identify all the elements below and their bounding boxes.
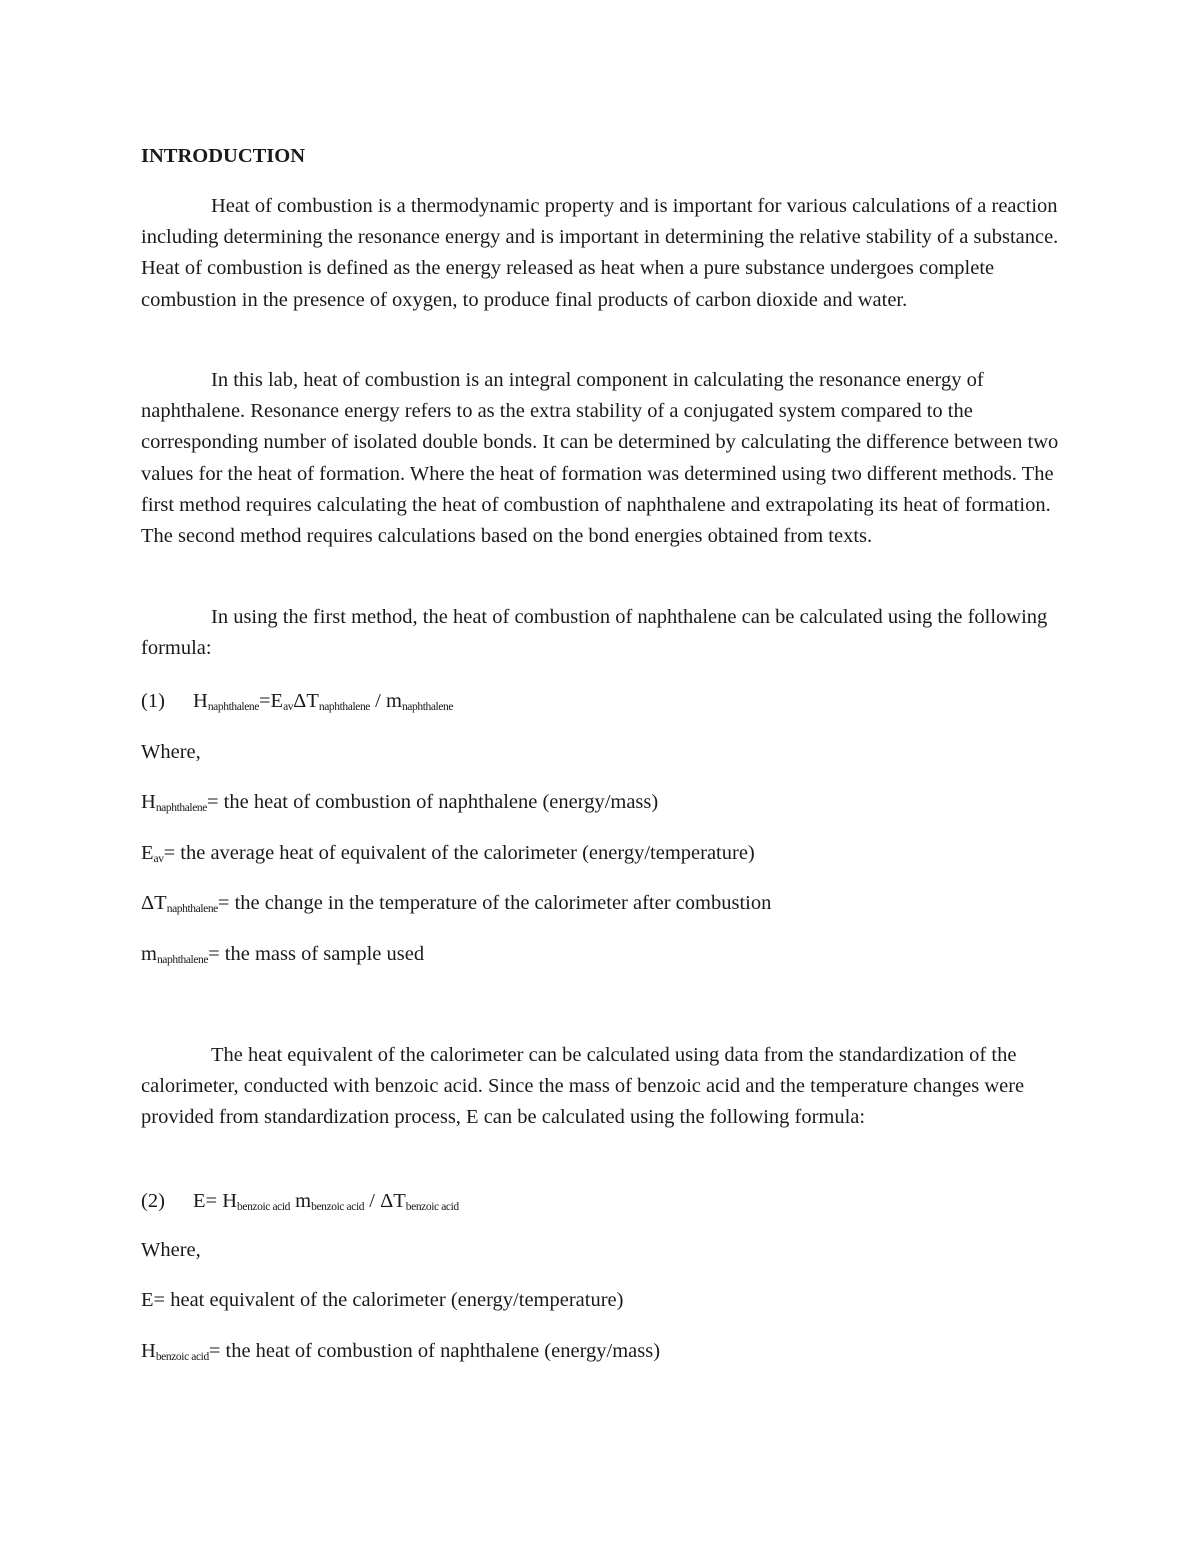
symbol: E bbox=[141, 842, 154, 864]
definition-text: = the average heat of equivalent of the calorimeter (energy/temperature) bbox=[163, 842, 755, 864]
paragraph-3: In using the first method, the heat of combustion of naphthalene can be calculated using the following formula: bbox=[141, 606, 1048, 660]
definition-text: = the heat of combustion of naphthalene (energy/mass) bbox=[206, 791, 659, 813]
equation-number: (1) bbox=[141, 690, 165, 712]
section-heading: INTRODUCTION bbox=[141, 145, 306, 167]
symbol-h: H bbox=[193, 690, 208, 712]
lhs: E= bbox=[193, 1190, 223, 1212]
symbol-h: H bbox=[222, 1190, 238, 1212]
equation-1 bbox=[141, 686, 453, 717]
symbol-e: E bbox=[270, 690, 284, 712]
subscript: naphthalene bbox=[155, 802, 207, 814]
where-label: Where, bbox=[141, 1239, 201, 1261]
division-sign: / bbox=[364, 1190, 381, 1212]
definition-line bbox=[141, 939, 424, 970]
symbol-delta-t: ΔT bbox=[380, 1190, 406, 1212]
definition-line bbox=[141, 1285, 623, 1316]
subscript: naphthalene bbox=[318, 701, 371, 713]
definition-text: = the change in the temperature of the calorimeter after combustion bbox=[217, 892, 772, 914]
symbol-m: m bbox=[290, 1190, 312, 1212]
symbol: E bbox=[141, 1289, 154, 1311]
definition-line bbox=[141, 1336, 660, 1367]
subscript: naphthalene bbox=[156, 954, 209, 966]
subscript: benzoic acid bbox=[155, 1351, 209, 1363]
equation-number: (2) bbox=[141, 1190, 165, 1212]
symbol: m bbox=[141, 943, 157, 965]
definition-line bbox=[141, 888, 771, 919]
equals-sign: = bbox=[258, 690, 271, 712]
subscript: naphthalene bbox=[207, 701, 259, 713]
symbol: H bbox=[141, 791, 156, 813]
subscript: av bbox=[283, 701, 294, 713]
subscript: benzoic acid bbox=[311, 1201, 365, 1213]
division-sign: / bbox=[370, 690, 386, 712]
symbol-m: m bbox=[385, 690, 402, 712]
where-label: Where, bbox=[141, 741, 201, 763]
symbol: ΔT bbox=[141, 892, 167, 914]
equation-2 bbox=[141, 1186, 459, 1217]
definition-text: = the heat of combustion of naphthalene (energy/mass) bbox=[208, 1340, 661, 1362]
symbol-delta-t: ΔT bbox=[293, 690, 319, 712]
paragraph-1: Heat of combustion is a thermodynamic property and is important for various calculations of a reaction including determining the resonance energy and is important in determining the relative stability of a substance. Heat of combustion is defined as the energy released as heat when a pure substance undergoes complete combustion in the presence of oxygen, to produce final products of carbon dioxide and water. bbox=[141, 195, 1059, 311]
symbol: H bbox=[141, 1340, 156, 1362]
subscript: av bbox=[153, 853, 164, 865]
paragraph-4: The heat equivalent of the calorimeter can be calculated using data from the standardization of the calorimeter, conducted with benzoic acid. Since the mass of benzoic acid and the temperature changes were provided from standardization process, E can be calculated using the following formula: bbox=[141, 1044, 1025, 1129]
definition-text: = the mass of sample used bbox=[208, 943, 425, 965]
definition-line bbox=[141, 787, 658, 818]
subscript: benzoic acid bbox=[405, 1201, 459, 1213]
subscript: naphthalene bbox=[401, 701, 454, 713]
definition-line bbox=[141, 838, 755, 869]
subscript: naphthalene bbox=[166, 903, 218, 915]
paragraph-2: In this lab, heat of combustion is an integral component in calculating the resonance energy of naphthalene. Resonance energy refers to as the extra stability of a conjugated system compared to the corresponding number of isolated double bonds. It can be determined by calculating the difference between two values for the heat of formation. Where the heat of formation was determined using two different methods. The first method requires calculating the heat of combustion of naphthalene and extrapolating its heat of formation. The second method requires calculations based on the bond energies obtained from texts. bbox=[141, 369, 1059, 548]
definition-text: = heat equivalent of the calorimeter (energy/temperature) bbox=[153, 1289, 624, 1311]
subscript: benzoic acid bbox=[237, 1201, 291, 1213]
